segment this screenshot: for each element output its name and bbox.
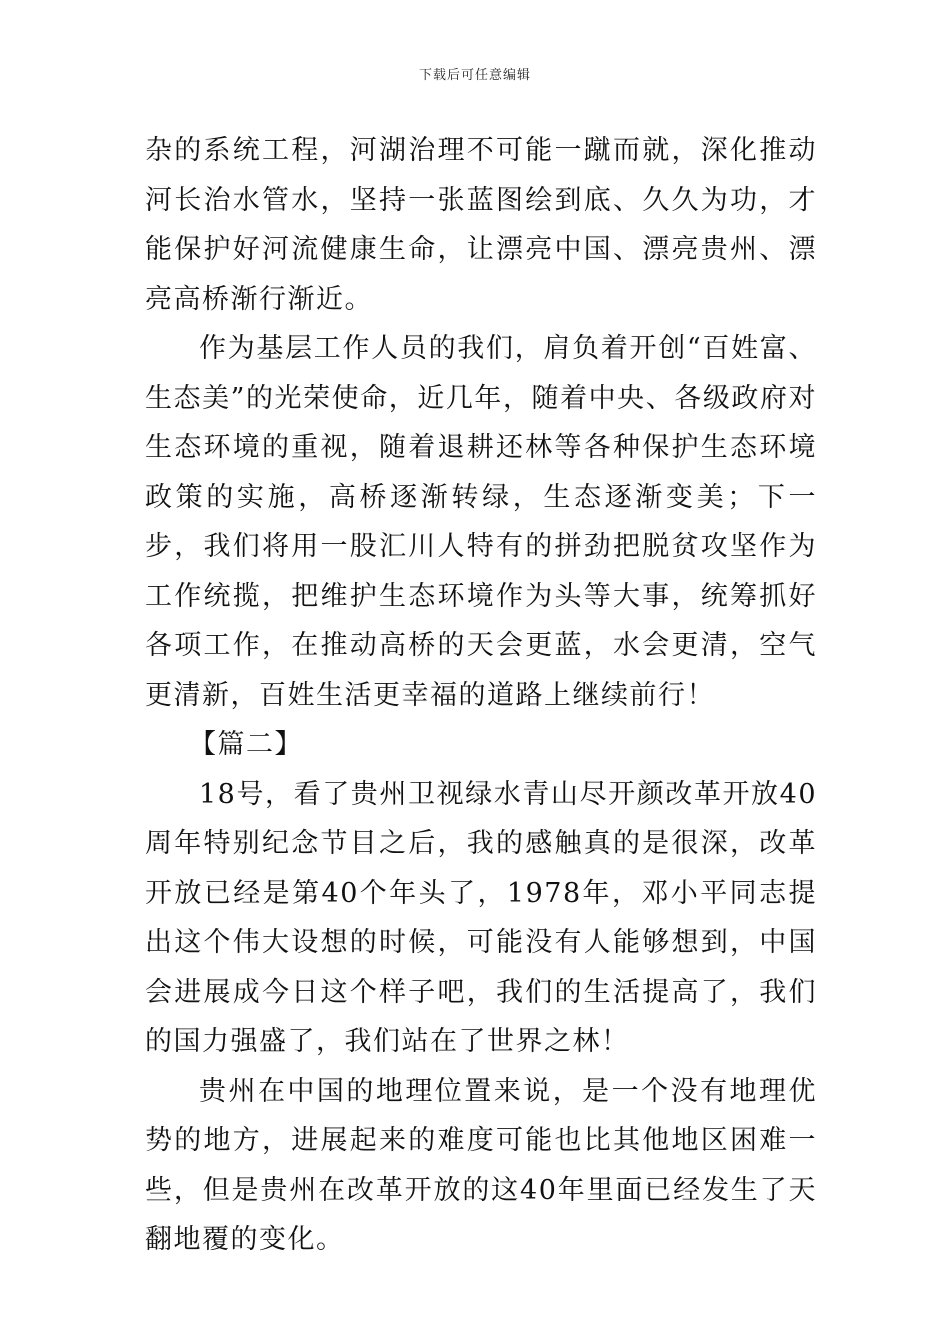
paragraph-1: 杂的系统工程，河湖治理不可能一蹴而就，深化推动河长治水管水，坚持一张蓝图绘到底、久久为功，才能保护好河流健康生命，让漂亮中国、漂亮贵州、漂亮高桥渐行渐近。 (145, 135, 817, 315)
paragraph-2: 作为基层工作人员的我们，肩负着开创“百姓富、生态美”的光荣使命，近几年，随着中央、各级政府对生态环境的重视，随着退耕还林等各种保护生态环境政策的实施，高桥逐渐转绿，生态逐渐变美；下一步，我们将用一股汇川人特有的拼劲把脱贫攻坚作为工作统揽，把维护生态环境作为头等大事，统筹抓好各项工作，在推动高桥的天会更蓝，水会更清，空气更清新，百姓生活更幸福的道路上继续前行！ (145, 333, 817, 711)
page-header-note: 下载后可任意编辑 (418, 68, 531, 83)
section-heading: 【篇二】 (189, 729, 303, 760)
paragraph-3: 18号，看了贵州卫视绿水青山尽开颜改革开放40周年特别纪念节目之后，我的感触真的是很深，改革开放已经是第40个年头了，1978年，邓小平同志提出这个伟大设想的时候，可能没有人能够想到，中国会进展成今日这个样子吧，我们的生活提高了，我们的国力强盛了，我们站在了世界之林！ (145, 778, 817, 1057)
paragraph-4: 贵州在中国的地理位置来说，是一个没有地理优势的地方，进展起来的难度可能也比其他地区困难一些，但是贵州在改革开放的这40年里面已经发生了天翻地覆的变化。 (145, 1075, 817, 1255)
document-body (145, 126, 817, 1265)
